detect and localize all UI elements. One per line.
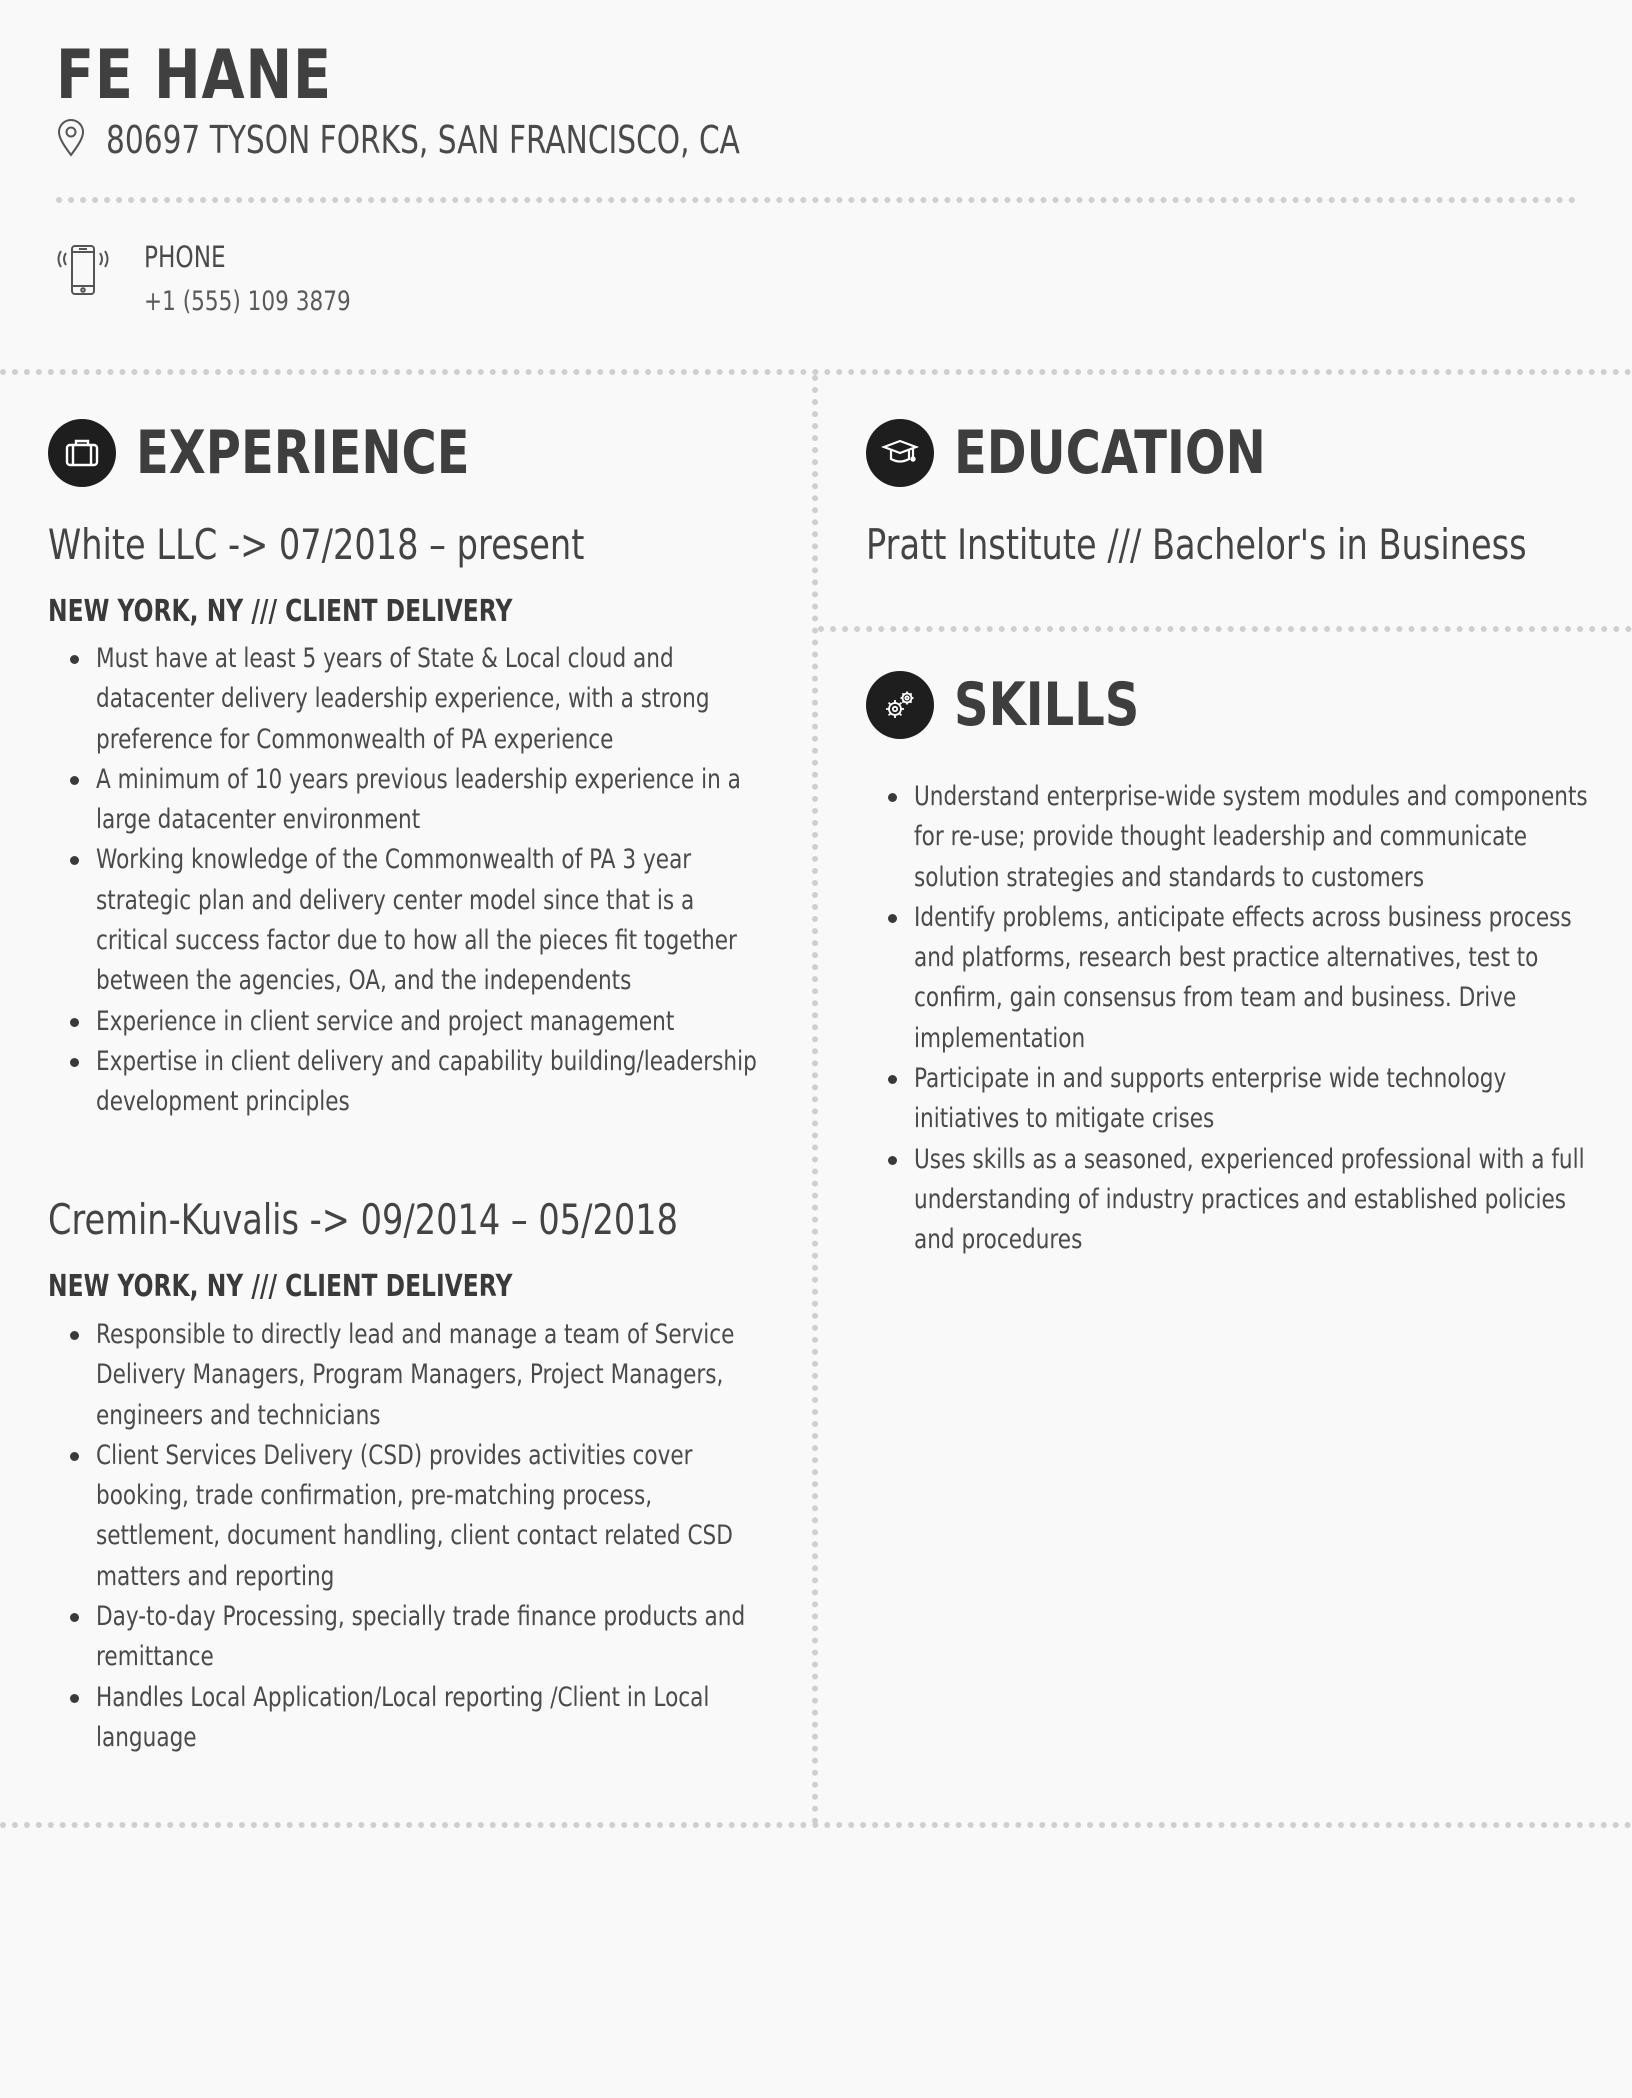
list-item: Uses skills as a seasoned, experienced professional with a full understanding of industry practices and established policies and procedures [866, 1140, 1596, 1261]
phone-contact [54, 240, 402, 317]
list-item: Responsible to directly lead and manage a team of Service Delivery Managers, Program Managers, Project Managers, engineers and technicians [48, 1315, 768, 1436]
graduation-cap-icon [866, 419, 934, 487]
education-title: EDUCATION [954, 418, 1266, 488]
phone-label: PHONE [144, 240, 226, 274]
job-title: White LLC -> 07/2018 – present [48, 520, 585, 569]
list-item: Experience in client service and project management [48, 1002, 768, 1042]
header-divider [56, 197, 1576, 203]
job-bullets [48, 1315, 768, 1758]
education-header [866, 418, 1344, 488]
list-item: Must have at least 5 years of State & Local cloud and datacenter delivery leadership experience, with a strong preference for Commonwealth of PA experience [48, 639, 768, 760]
candidate-name: FE HANE [56, 36, 332, 115]
list-item: Handles Local Application/Local reporting /Client in Local language [48, 1678, 768, 1759]
phone-number: +1 (555) 109 3879 [144, 286, 351, 317]
gears-icon [866, 671, 934, 739]
list-item: Identify problems, anticipate effects across business process and platforms, research best practice alternatives, test to confirm, gain consensus from team and business. Drive implementation [866, 898, 1596, 1059]
skills-header [866, 670, 1186, 740]
section-divider-bottom [0, 1822, 1632, 1828]
skills-title: SKILLS [954, 670, 1140, 740]
list-item: Participate in and supports enterprise wide technology initiatives to mitigate crises [866, 1059, 1596, 1140]
experience-header [48, 418, 553, 488]
briefcase-icon [48, 419, 116, 487]
phone-icon [54, 240, 112, 317]
job-subtitle: NEW YORK, NY /// CLIENT DELIVERY [48, 1269, 513, 1304]
list-item: Understand enterprise-wide system modules and components for re-use; provide thought leadership and communicate solution strategies and standards to customers [866, 777, 1596, 898]
address-text: 80697 TYSON FORKS, SAN FRANCISCO, CA [106, 118, 740, 162]
map-pin-icon [56, 119, 86, 162]
list-item: A minimum of 10 years previous leadership experience in a large datacenter environment [48, 760, 768, 841]
list-item: Day-to-day Processing, specially trade finance products and remittance [48, 1597, 768, 1678]
education-skills-divider [818, 626, 1632, 632]
list-item: Working knowledge of the Commonwealth of PA 3 year strategic plan and delivery center model since that is a critical success factor due to how all the pieces fit together between the agencies, OA, and the independents [48, 840, 768, 1001]
job-title: Cremin-Kuvalis -> 09/2014 – 05/2018 [48, 1195, 678, 1244]
list-item: Client Services Delivery (CSD) provides activities cover booking, trade confirmation, pre-matching process, settlement, document handling, client contact related CSD matters and reporting [48, 1436, 768, 1597]
job-bullets [48, 639, 768, 1123]
experience-title: EXPERIENCE [136, 418, 470, 488]
education-entry: Pratt Institute /// Bachelor's in Business [866, 520, 1527, 569]
address-line [56, 118, 919, 162]
job-subtitle: NEW YORK, NY /// CLIENT DELIVERY [48, 594, 513, 629]
skills-bullets [866, 777, 1596, 1261]
list-item: Expertise in client delivery and capability building/leadership development principles [48, 1042, 768, 1123]
